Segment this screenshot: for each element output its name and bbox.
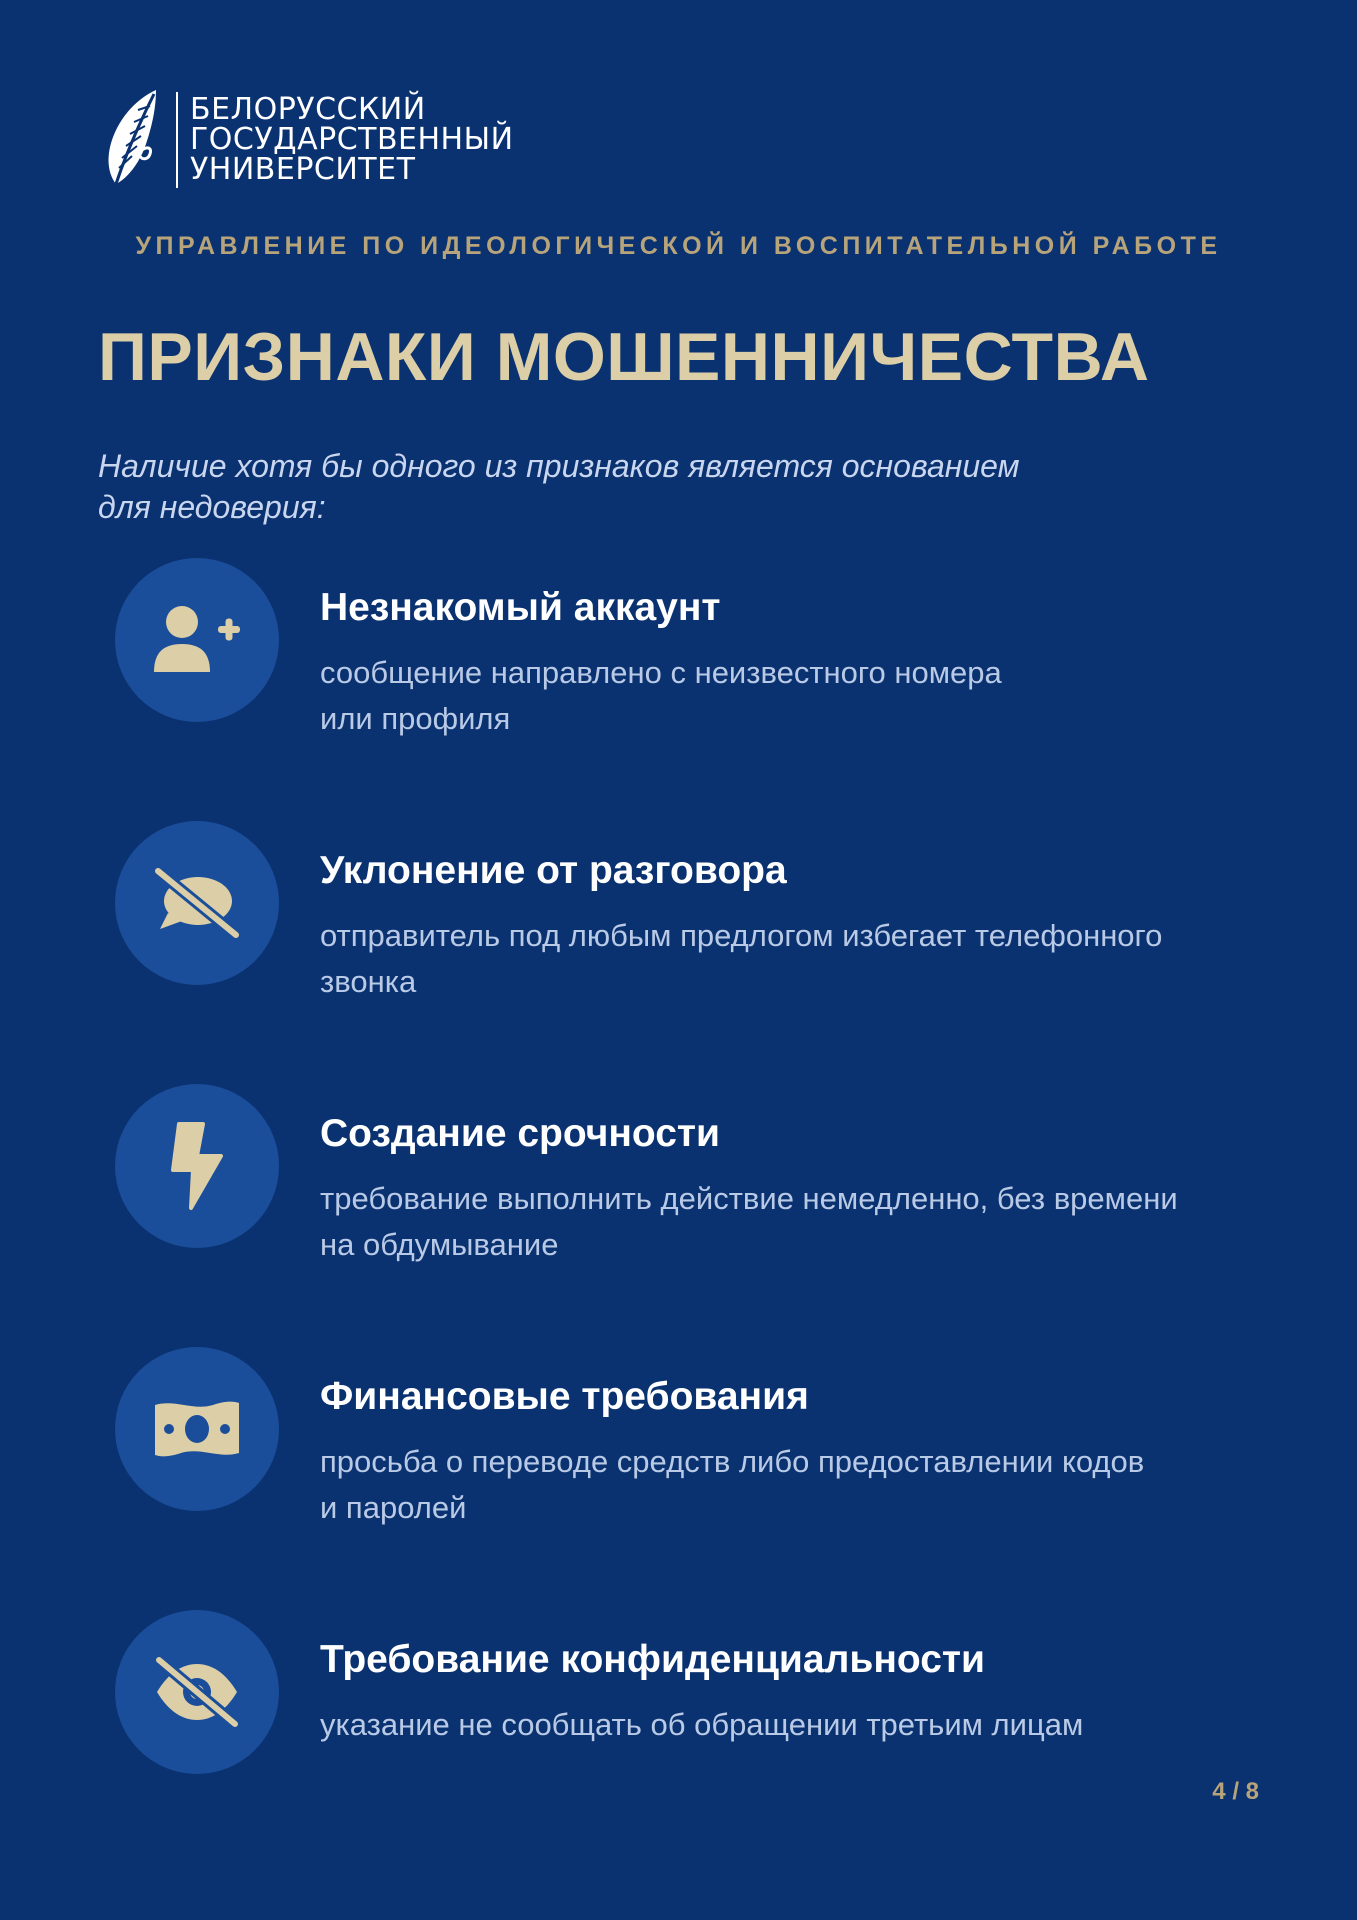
icon-circle [115, 1084, 279, 1248]
sign-description-line: или профиля [320, 701, 511, 736]
logo-text [190, 92, 514, 187]
sign-heading: Незнакомый аккаунт [320, 586, 721, 629]
sign-description [320, 650, 1320, 742]
sign-description [320, 1439, 1320, 1531]
intro-line: Наличие хотя бы одного из признаков является основанием [98, 448, 1020, 484]
icon-circle [115, 1610, 279, 1774]
logo-line: УНИВЕРСИТЕТ [190, 152, 416, 187]
page-title: ПРИЗНАКИ МОШЕННИЧЕСТВА [98, 319, 1150, 395]
sign-description [320, 913, 1320, 1005]
sign-heading: Уклонение от разговора [320, 849, 787, 892]
sign-item-unknown-account [0, 558, 1357, 736]
intro-line: для недоверия: [98, 489, 326, 525]
sign-item-confidentiality [0, 1610, 1357, 1780]
logo-divider [176, 92, 178, 188]
sign-item-financial-demands [0, 1347, 1357, 1525]
sign-description-line: требование выполнить действие немедленно, без времени [320, 1181, 1178, 1216]
user-plus-icon [152, 604, 242, 676]
sign-description [320, 1702, 1320, 1748]
icon-circle [115, 821, 279, 985]
sign-item-avoiding-conversation [0, 821, 1357, 999]
feather-icon [98, 88, 162, 192]
university-logo [98, 88, 514, 192]
sign-description-line: на обдумывание [320, 1227, 559, 1262]
logo-line: БЕЛОРУССКИЙ [190, 92, 426, 127]
sign-description [320, 1176, 1320, 1268]
sign-item-urgency [0, 1084, 1357, 1262]
lightning-icon [169, 1122, 225, 1210]
department-name: УПРАВЛЕНИЕ ПО ИДЕОЛОГИЧЕСКОЙ И ВОСПИТАТЕЛЬНОЙ РАБОТЕ [135, 232, 1222, 260]
sign-heading: Требование конфиденциальности [320, 1638, 985, 1681]
sign-description-line: указание не сообщать об обращении третьим лицам [320, 1707, 1084, 1742]
sign-description-line: просьба о переводе средств либо предоставлении кодов [320, 1444, 1145, 1479]
sign-description-line: отправитель под любым предлогом избегает телефонного [320, 918, 1163, 953]
sign-description-line: и паролей [320, 1490, 467, 1525]
money-bill-icon [153, 1397, 241, 1461]
sign-description-line: звонка [320, 964, 417, 999]
eye-slash-icon [153, 1656, 241, 1728]
intro-text [98, 446, 1098, 528]
sign-heading: Создание срочности [320, 1112, 720, 1155]
page-number: 4 / 8 [1212, 1778, 1259, 1805]
sign-description-line: сообщение направлено с неизвестного номера [320, 655, 1002, 690]
comment-slash-icon [152, 865, 242, 941]
sign-heading: Финансовые требования [320, 1375, 809, 1418]
icon-circle [115, 1347, 279, 1511]
logo-line: ГОСУДАРСТВЕННЫЙ [190, 122, 514, 157]
icon-circle [115, 558, 279, 722]
